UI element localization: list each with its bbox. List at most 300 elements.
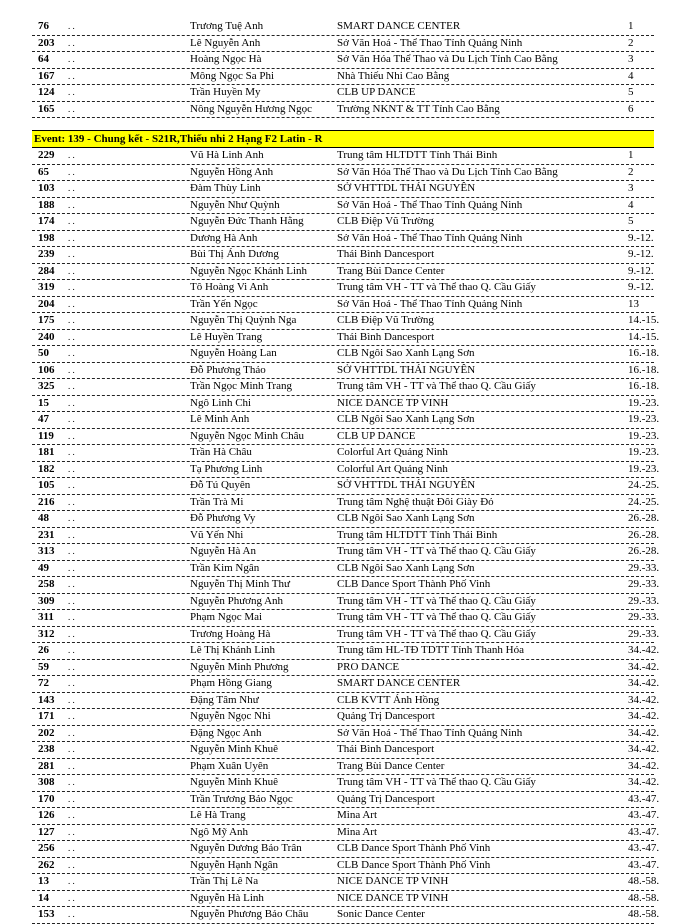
dots-separator: . . xyxy=(68,810,75,820)
placement: 34.-42. xyxy=(628,710,660,722)
dots-separator: . . xyxy=(68,364,75,375)
dots-separator: . . xyxy=(68,348,75,358)
dots-separator: . . xyxy=(68,265,75,276)
result-row xyxy=(32,148,654,165)
dots-separator: . . xyxy=(68,496,75,507)
club-name: CLB Dance Sport Thành Phố Vinh xyxy=(337,858,491,871)
competitor-name: Nguyễn Ngọc Khánh Linh xyxy=(190,264,308,277)
result-row xyxy=(32,874,660,891)
placement: 29.-33. xyxy=(628,578,660,590)
dots-separator: . . xyxy=(68,232,75,243)
club-name: Sở Văn Hóa Thể Thao và Du Lịch Tỉnh Cao Bằng xyxy=(337,53,558,65)
competitor-name: Nguyễn Hạnh Ngân xyxy=(190,858,278,871)
placement: 19.-23. xyxy=(628,413,660,425)
competitor-name: Tạ Phương Linh xyxy=(190,462,263,475)
placement: 48.-58. xyxy=(628,875,660,887)
result-row xyxy=(32,693,660,710)
competitor-number: 153 xyxy=(38,908,55,920)
competitor-name: Nguyễn Thị Minh Thư xyxy=(190,578,290,590)
competitor-number: 124 xyxy=(38,86,55,98)
competitor-name: Nguyễn Phương Anh xyxy=(190,594,284,607)
club-name: CLB Ngôi Sao Xanh Lạng Sơn xyxy=(337,413,475,425)
dots-separator: . . xyxy=(68,678,75,688)
competitor-number: 258 xyxy=(38,578,55,590)
placement: 2 xyxy=(628,165,634,178)
competitor-number: 204 xyxy=(38,297,55,310)
dots-separator: . . xyxy=(68,859,75,870)
dots-separator: . . xyxy=(68,562,75,573)
competitor-number: 284 xyxy=(38,264,55,277)
placement: 5 xyxy=(628,86,634,98)
competitor-number: 15 xyxy=(38,396,49,409)
competitor-number: 239 xyxy=(38,248,55,260)
competitor-number: 48 xyxy=(38,512,49,524)
result-row xyxy=(32,429,660,446)
competitor-number: 311 xyxy=(38,611,54,623)
competitor-number: 65 xyxy=(38,165,49,178)
placement: 48.-58. xyxy=(628,908,660,920)
club-name: Trung tâm VH - TT và Thể thao Q. Cầu Giấy xyxy=(337,776,536,788)
result-row xyxy=(32,858,660,875)
result-row xyxy=(32,280,654,297)
competitor-name: Phạm Xuân Uyên xyxy=(190,759,269,772)
placement: 1 xyxy=(628,20,634,32)
result-row xyxy=(32,676,660,693)
club-name: Trung tâm VH - TT và Thể thao Q. Cầu Giấy xyxy=(337,611,536,623)
dots-separator: . . xyxy=(68,892,75,903)
placement: 24.-25. xyxy=(628,479,660,491)
placement: 34.-42. xyxy=(628,776,660,788)
competitor-name: Nguyễn Thị Quỳnh Nga xyxy=(190,314,297,326)
club-name: Sở Văn Hoá - Thể Thao Tỉnh Quảng Ninh xyxy=(337,297,523,310)
placement: 5 xyxy=(628,215,634,227)
competitor-name: Hoàng Ngọc Hà xyxy=(190,53,262,65)
competitor-number: 59 xyxy=(38,660,49,673)
result-row xyxy=(32,726,660,743)
club-name: Nhà Thiếu Nhi Cao Bằng xyxy=(337,69,450,82)
competitor-number: 308 xyxy=(38,776,55,788)
competitor-number: 26 xyxy=(38,644,49,656)
result-row xyxy=(32,85,654,102)
club-name: PRO DANCE xyxy=(337,660,400,673)
competitor-name: Lê Huyền Trang xyxy=(190,330,263,343)
result-row xyxy=(32,396,660,413)
placement: 29.-33. xyxy=(628,611,660,623)
placement: 16.-18. xyxy=(628,380,660,392)
dots-separator: . . xyxy=(68,183,75,193)
competitor-number: 72 xyxy=(38,677,49,689)
competitor-name: Dương Hà Anh xyxy=(190,231,258,244)
results-sheet xyxy=(32,19,660,924)
competitor-name: Nông Nguyễn Hương Ngọc xyxy=(190,102,313,115)
competitor-number: 240 xyxy=(38,330,55,343)
result-row xyxy=(32,775,660,792)
result-row xyxy=(32,907,660,924)
club-name: Trường NKNT & TT Tỉnh Cao Bằng xyxy=(337,102,500,115)
competitor-name: Ngô Linh Chi xyxy=(190,396,252,409)
competitor-name: Vũ Yến Nhi xyxy=(190,528,244,541)
dots-separator: . . xyxy=(68,103,75,114)
result-row xyxy=(32,247,654,264)
placement: 14.-15. xyxy=(628,330,660,343)
club-name: CLB Điệp Vũ Trường xyxy=(337,314,434,326)
placement: 9.-12. xyxy=(628,264,654,277)
dots-separator: . . xyxy=(68,54,75,64)
dots-separator: . . xyxy=(68,216,75,226)
club-name: CLB UP DANCE xyxy=(337,86,416,98)
competitor-name: Nguyễn Hoàng Lan xyxy=(190,347,277,359)
result-row xyxy=(32,346,660,363)
competitor-number: 182 xyxy=(38,462,55,475)
result-row xyxy=(32,594,660,611)
club-name: SMART DANCE CENTER xyxy=(337,677,461,689)
result-row xyxy=(32,627,660,644)
result-row xyxy=(32,330,660,347)
dots-separator: . . xyxy=(68,87,75,97)
result-row xyxy=(32,891,660,908)
dots-separator: . . xyxy=(68,711,75,721)
competitor-number: 188 xyxy=(38,198,55,211)
club-name: Trung tâm VH - TT và Thể thao Q. Cầu Giấy xyxy=(337,627,536,640)
dots-separator: . . xyxy=(68,909,75,919)
placement: 24.-25. xyxy=(628,495,660,508)
competitor-name: Nguyễn Dương Bảo Trân xyxy=(190,842,302,854)
dots-separator: . . xyxy=(68,661,75,672)
competitor-number: 119 xyxy=(38,429,54,442)
result-row xyxy=(32,19,654,36)
club-name: Sở Văn Hoá - Thể Thao Tỉnh Quảng Ninh xyxy=(337,726,523,739)
competitor-name: Nguyễn Hà Linh xyxy=(190,891,264,904)
club-name: Trung tâm HL-TĐ TDTT Tỉnh Thanh Hóa xyxy=(337,644,524,656)
dots-separator: . . xyxy=(68,777,75,787)
club-name: Trung tâm HLTDTT Tỉnh Thái Bình xyxy=(337,528,498,541)
competitor-name: Nguyễn Phương Bảo Châu xyxy=(190,908,309,920)
club-name: Sở Văn Hoá - Thể Thao Tỉnh Quảng Ninh xyxy=(337,198,523,211)
dots-separator: . . xyxy=(68,628,75,639)
result-row xyxy=(32,165,654,182)
competitor-name: Lê Hà Trang xyxy=(190,809,246,821)
club-name: Trang Bùi Dance Center xyxy=(337,264,445,277)
placement: 43.-47. xyxy=(628,792,660,805)
competitor-name: Mông Ngọc Sa Phi xyxy=(190,69,275,82)
result-row xyxy=(32,759,660,776)
dots-separator: . . xyxy=(68,579,75,589)
placement: 13 xyxy=(628,297,639,310)
club-name: NICE DANCE TP VINH xyxy=(337,396,449,409)
placement: 6 xyxy=(628,102,634,115)
result-row xyxy=(32,792,660,809)
competitor-number: 309 xyxy=(38,594,55,607)
competitor-number: 126 xyxy=(38,809,55,821)
competitor-number: 76 xyxy=(38,20,49,32)
club-name: NICE DANCE TP VINH xyxy=(337,891,449,904)
club-name: Trung tâm VH - TT và Thể thao Q. Cầu Giấy xyxy=(337,545,536,557)
club-name: Sonic Dance Center xyxy=(337,908,425,920)
placement: 9.-12. xyxy=(628,248,654,260)
competitor-name: Nguyễn Minh Khuê xyxy=(190,743,278,755)
club-name: Trung tâm VH - TT và Thể thao Q. Cầu Giấy xyxy=(337,594,536,607)
dots-separator: . . xyxy=(68,793,75,804)
competitor-name: Phạm Ngọc Mai xyxy=(190,611,263,623)
dots-separator: . . xyxy=(68,843,75,853)
competitor-number: 171 xyxy=(38,710,55,722)
placement: 9.-12. xyxy=(628,281,654,293)
placement: 4 xyxy=(628,69,634,82)
dots-separator: . . xyxy=(68,166,75,177)
competitor-number: 231 xyxy=(38,528,55,541)
competitor-name: Lê Minh Anh xyxy=(190,413,250,425)
placement: 26.-28. xyxy=(628,528,660,541)
placement: 1 xyxy=(628,149,634,161)
result-row xyxy=(32,709,660,726)
competitor-number: 50 xyxy=(38,347,49,359)
competitor-number: 216 xyxy=(38,495,55,508)
club-name: Sở Văn Hoá - Thể Thao Tỉnh Quảng Ninh xyxy=(337,36,523,49)
result-row xyxy=(32,561,660,578)
competitor-number: 312 xyxy=(38,627,55,640)
competitor-number: 167 xyxy=(38,69,55,82)
competitor-number: 106 xyxy=(38,363,55,376)
result-row xyxy=(32,313,660,330)
dots-separator: . . xyxy=(68,397,75,408)
competitor-number: 165 xyxy=(38,102,55,115)
competitor-number: 202 xyxy=(38,726,55,739)
placement: 26.-28. xyxy=(628,512,660,524)
dots-separator: . . xyxy=(68,612,75,622)
dots-separator: . . xyxy=(68,150,75,160)
dots-separator: . . xyxy=(68,414,75,424)
competitor-number: 175 xyxy=(38,314,55,326)
result-row xyxy=(32,462,660,479)
competitor-name: Đỗ Phương Thảo xyxy=(190,363,266,376)
club-name: Trung tâm HLTDTT Tỉnh Thái Bình xyxy=(337,149,498,161)
result-row xyxy=(32,511,660,528)
result-row xyxy=(32,742,660,759)
dots-separator: . . xyxy=(68,430,75,441)
dots-separator: . . xyxy=(68,70,75,81)
placement: 3 xyxy=(628,182,634,194)
result-row xyxy=(32,36,654,53)
placement: 14.-15. xyxy=(628,314,660,326)
club-name: Colorful Art Quảng Ninh xyxy=(337,446,448,458)
result-row xyxy=(32,181,654,198)
club-name: SỞ VHTTDL THÁI NGUYÊN xyxy=(337,182,476,194)
result-row xyxy=(32,825,660,842)
competitor-number: 13 xyxy=(38,875,49,887)
competitor-name: Nguyễn Minh Phương xyxy=(190,660,289,673)
competitor-name: Trần Huyền My xyxy=(190,86,261,98)
result-row xyxy=(32,478,660,495)
club-name: NICE DANCE TP VINH xyxy=(337,875,449,887)
placement: 29.-33. xyxy=(628,561,660,574)
competitor-name: Trần Hà Châu xyxy=(190,446,252,458)
placement: 9.-12. xyxy=(628,231,654,244)
placement: 48.-58. xyxy=(628,891,660,904)
result-row xyxy=(32,198,654,215)
club-name: Quảng Trị Dancesport xyxy=(337,710,435,722)
dots-separator: . . xyxy=(68,463,75,474)
placement: 29.-33. xyxy=(628,594,660,607)
competitor-number: 256 xyxy=(38,842,55,854)
competitor-number: 170 xyxy=(38,792,55,805)
competitor-name: Tô Hoàng Vi Anh xyxy=(190,281,269,293)
placement: 34.-42. xyxy=(628,660,660,673)
dots-separator: . . xyxy=(68,727,75,738)
dots-separator: . . xyxy=(68,199,75,210)
placement: 19.-23. xyxy=(628,396,660,409)
competitor-number: 14 xyxy=(38,891,49,904)
competitor-name: Trần Trà Mi xyxy=(190,495,244,508)
placement: 2 xyxy=(628,36,634,49)
competitor-number: 181 xyxy=(38,446,55,458)
dots-separator: . . xyxy=(68,876,75,886)
club-name: Quảng Trị Dancesport xyxy=(337,792,435,805)
club-name: Thái Bình Dancesport xyxy=(337,248,435,260)
competitor-number: 319 xyxy=(38,281,55,293)
competitor-name: Lê Nguyễn Anh xyxy=(190,36,261,49)
result-row xyxy=(32,445,660,462)
placement: 19.-23. xyxy=(628,429,660,442)
result-row xyxy=(32,528,660,545)
competitor-name: Nguyễn Như Quỳnh xyxy=(190,198,280,211)
competitor-name: Đặng Ngọc Anh xyxy=(190,726,262,739)
competitor-name: Trần Kim Ngân xyxy=(190,561,260,574)
placement: 34.-42. xyxy=(628,677,660,689)
dots-separator: . . xyxy=(68,645,75,655)
club-name: CLB Ngôi Sao Xanh Lạng Sơn xyxy=(337,347,475,359)
club-name: CLB Dance Sport Thành Phố Vinh xyxy=(337,842,491,854)
competitor-number: 64 xyxy=(38,53,49,65)
dots-separator: . . xyxy=(68,513,75,523)
competitor-number: 127 xyxy=(38,825,55,838)
dots-separator: . . xyxy=(68,546,75,556)
club-name: Trung tâm Nghệ thuật Đôi Giày Đỏ xyxy=(337,495,494,508)
club-name: Mina Art xyxy=(337,825,378,838)
placement: 19.-23. xyxy=(628,446,660,458)
club-name: Thái Bình Dancesport xyxy=(337,743,435,755)
result-row xyxy=(32,610,660,627)
competitor-name: Trần Thị Lê Na xyxy=(190,875,259,887)
event-results xyxy=(32,148,660,924)
competitor-number: 174 xyxy=(38,215,55,227)
placement: 29.-33. xyxy=(628,627,660,640)
dots-separator: . . xyxy=(68,381,75,391)
dots-separator: . . xyxy=(68,595,75,606)
placement: 16.-18. xyxy=(628,363,660,376)
club-name: CLB KVTT Ánh Hồng xyxy=(337,693,440,706)
dots-separator: . . xyxy=(68,744,75,754)
competitor-name: Đỗ Tú Quyên xyxy=(190,479,251,491)
competitor-name: Đàm Thùy Linh xyxy=(190,182,261,194)
dots-separator: . . xyxy=(68,282,75,292)
competitor-name: Trần Yến Ngọc xyxy=(190,297,258,310)
competitor-name: Trương Tuệ Anh xyxy=(190,20,264,32)
competitor-name: Nguyễn Hà An xyxy=(190,545,256,557)
competitor-number: 49 xyxy=(38,561,49,574)
dots-separator: . . xyxy=(68,249,75,259)
result-row xyxy=(32,297,654,314)
competitor-number: 238 xyxy=(38,743,55,755)
competitor-name: Nguyễn Đức Thanh Hằng xyxy=(190,215,304,227)
club-name: CLB UP DANCE xyxy=(337,429,416,442)
placement: 34.-42. xyxy=(628,759,660,772)
placement: 34.-42. xyxy=(628,644,660,656)
competitor-number: 325 xyxy=(38,380,55,392)
competitor-number: 143 xyxy=(38,693,55,706)
placement: 43.-47. xyxy=(628,825,660,838)
dots-separator: . . xyxy=(68,760,75,771)
result-row xyxy=(32,544,660,561)
event-title-bar: Event: 139 - Chung kết - S21R,Thiếu nhi 2 Hạng F2 Latin - R xyxy=(32,130,654,148)
dots-separator: . . xyxy=(68,694,75,705)
club-name: SỞ VHTTDL THÁI NGUYÊN xyxy=(337,363,476,376)
competitor-name: Đặng Tâm Như xyxy=(190,693,259,706)
placement: 43.-47. xyxy=(628,858,660,871)
placement: 43.-47. xyxy=(628,842,660,854)
placement: 34.-42. xyxy=(628,743,660,755)
result-row xyxy=(32,643,660,660)
competitor-name: Phạm Hồng Giang xyxy=(190,677,272,689)
competitor-name: Lê Thị Khánh Linh xyxy=(190,644,276,656)
dots-separator: . . xyxy=(68,480,75,490)
dots-separator: . . xyxy=(68,315,75,325)
result-row xyxy=(32,660,660,677)
club-name: SMART DANCE CENTER xyxy=(337,20,461,32)
placement: 34.-42. xyxy=(628,726,660,739)
dots-separator: . . xyxy=(68,529,75,540)
dots-separator: . . xyxy=(68,37,75,48)
competitor-name: Nguyễn Ngọc Nhi xyxy=(190,710,271,722)
placement: 3 xyxy=(628,53,634,65)
competitor-name: Nguyễn Minh Khuê xyxy=(190,776,278,788)
placement: 16.-18. xyxy=(628,347,660,359)
competitor-number: 313 xyxy=(38,545,55,557)
club-name: SỞ VHTTDL THÁI NGUYÊN xyxy=(337,479,476,491)
club-name: CLB Dance Sport Thành Phố Vinh xyxy=(337,578,491,590)
competitor-number: 105 xyxy=(38,479,55,491)
result-row xyxy=(32,363,660,380)
competitor-number: 203 xyxy=(38,36,55,49)
club-name: CLB Ngôi Sao Xanh Lạng Sơn xyxy=(337,561,475,574)
result-row xyxy=(32,214,654,231)
placement: 19.-23. xyxy=(628,462,660,475)
previous-event-results xyxy=(32,19,654,118)
result-row xyxy=(32,231,654,248)
result-row xyxy=(32,495,660,512)
result-row xyxy=(32,577,660,594)
competitor-name: Bùi Thị Ánh Dương xyxy=(190,248,279,260)
dots-separator: . . xyxy=(68,447,75,457)
dots-separator: . . xyxy=(68,331,75,342)
competitor-name: Trần Ngọc Minh Trang xyxy=(190,380,292,392)
result-row xyxy=(32,379,660,396)
placement: 43.-47. xyxy=(628,809,660,821)
section-gap xyxy=(32,118,654,130)
competitor-number: 229 xyxy=(38,149,55,161)
result-row xyxy=(32,102,654,119)
competitor-name: Đỗ Phương Vy xyxy=(190,512,256,524)
competitor-name: Ngô Mỹ Anh xyxy=(190,825,249,838)
placement: 26.-28. xyxy=(628,545,660,557)
competitor-number: 262 xyxy=(38,858,55,871)
result-row xyxy=(32,841,660,858)
result-row xyxy=(32,808,660,825)
competitor-name: Vũ Hà Linh Anh xyxy=(190,149,264,161)
dots-separator: . . xyxy=(68,298,75,309)
club-name: CLB Ngôi Sao Xanh Lạng Sơn xyxy=(337,512,475,524)
club-name: Thái Bình Dancesport xyxy=(337,330,435,343)
competitor-name: Nguyễn Hồng Anh xyxy=(190,165,274,178)
